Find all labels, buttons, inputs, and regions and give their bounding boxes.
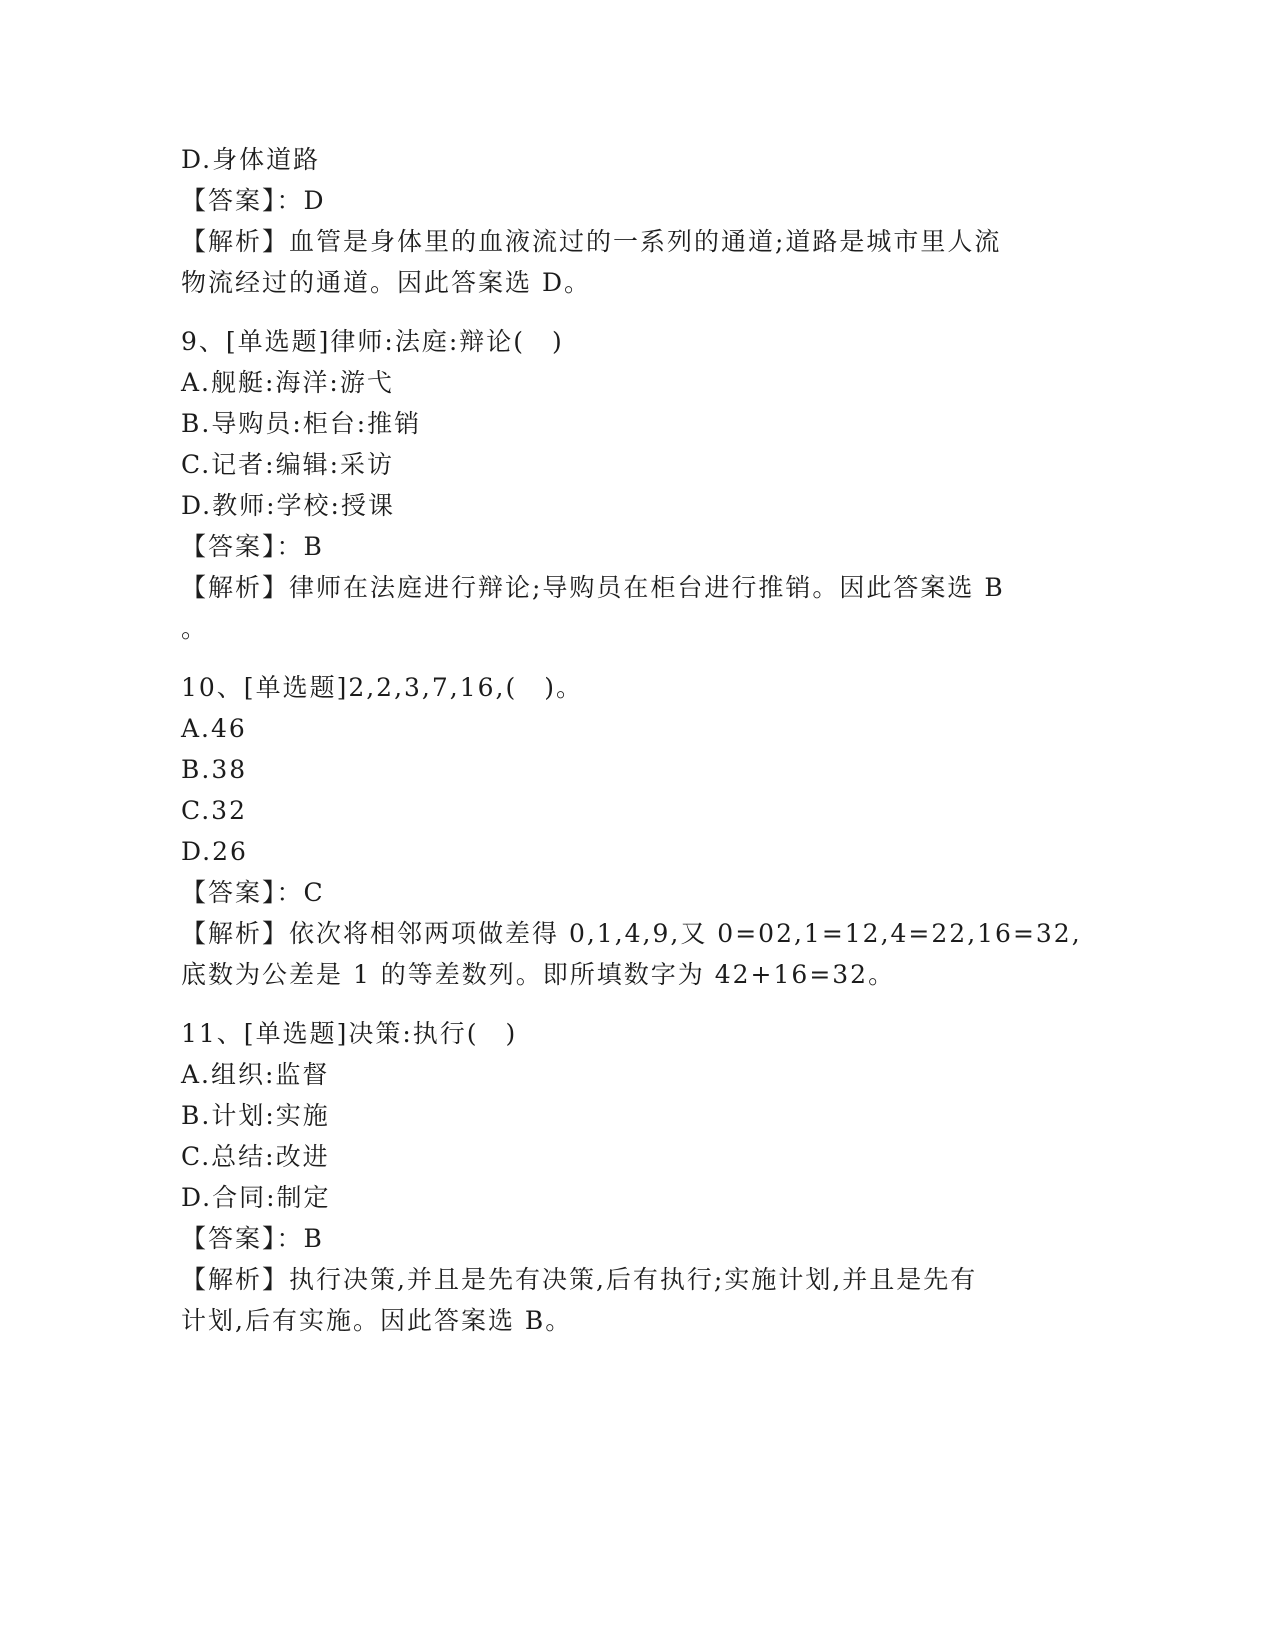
analysis: 【解析】执行决策,并且是先有决策,后有执行;实施计划,并且是先有 (181, 1265, 978, 1294)
analysis: 【解析】血管是身体里的血液流过的一系列的通道;道路是城市里人流 (181, 227, 1002, 256)
analysis: 【解析】律师在法庭进行辩论;导购员在柜台进行推销。因此答案选 B (181, 573, 1005, 602)
answer: 【答案】：B (181, 1224, 324, 1253)
option-c: C.32 (181, 796, 247, 825)
analysis-continued: 物流经过的通道。因此答案选 D。 (181, 268, 591, 297)
answer: 【答案】：B (181, 532, 324, 561)
answer: 【答案】：D (181, 186, 326, 215)
question-title: 10、[单选题]2,2,3,7,16,( )。 (181, 673, 583, 702)
answer: 【答案】：C (181, 878, 325, 907)
option-d: D.26 (181, 837, 248, 866)
option-a: A.46 (181, 714, 247, 743)
option-d: D.合同:制定 (181, 1183, 331, 1212)
option-d: D.教师:学校:授课 (181, 491, 395, 520)
option-d: D.身体道路 (181, 145, 321, 174)
option-b: B.38 (181, 755, 248, 784)
analysis-continued: 。 (181, 614, 209, 643)
document-page (181, 139, 1082, 1341)
analysis-continued: 计划,后有实施。因此答案选 B。 (181, 1306, 573, 1335)
question-title: 11、[单选题]决策:执行( ) (181, 1019, 518, 1048)
analysis: 【解析】依次将相邻两项做差得 0,1,4,9,又 0=02,1=12,4=22,16=32, (181, 919, 1082, 948)
question-title: 9、[单选题]律师:法庭:辩论( ) (181, 327, 564, 356)
option-a: A.舰艇:海洋:游弋 (181, 368, 394, 397)
option-c: C.记者:编辑:采访 (181, 450, 395, 479)
option-c: C.总结:改进 (181, 1142, 330, 1171)
question-8-tail (181, 139, 1041, 303)
option-b: B.导购员:柜台:推销 (181, 409, 422, 438)
question-11 (181, 1013, 1041, 1341)
option-a: A.组织:监督 (181, 1060, 330, 1089)
question-9 (181, 321, 1041, 649)
question-10 (181, 667, 1082, 995)
analysis-continued: 底数为公差是 1 的等差数列。即所填数字为 42+16=32。 (181, 960, 896, 989)
option-b: B.计划:实施 (181, 1101, 330, 1130)
